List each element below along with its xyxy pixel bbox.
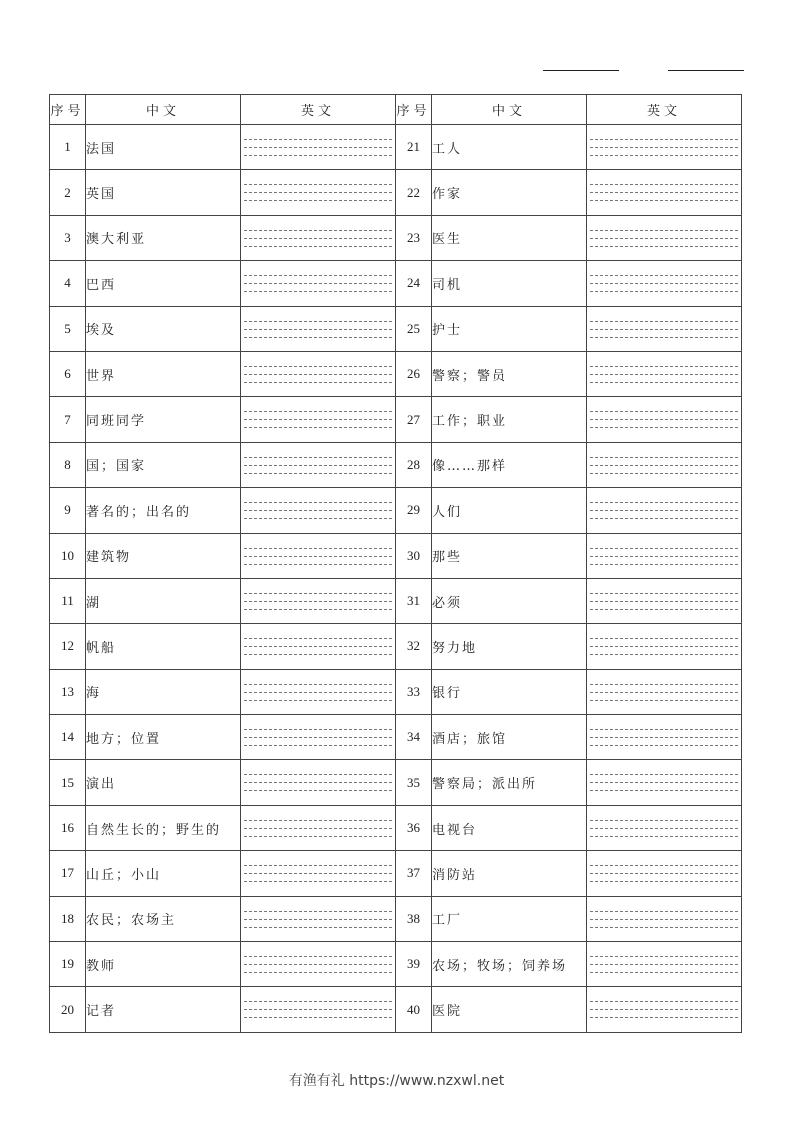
item-number: 3 bbox=[50, 215, 86, 260]
english-answer-field[interactable] bbox=[241, 170, 396, 215]
answer-guide-line bbox=[590, 972, 738, 973]
answer-guide-line bbox=[590, 1009, 738, 1010]
chinese-term: 教师 bbox=[86, 942, 241, 987]
header-english-left: 英文 bbox=[241, 95, 396, 125]
answer-guide-line bbox=[590, 465, 738, 466]
item-number: 35 bbox=[396, 760, 432, 805]
chinese-term: 作家 bbox=[432, 170, 587, 215]
answer-guide-line bbox=[590, 184, 738, 185]
answer-guide-line bbox=[244, 692, 392, 693]
answer-guide-line bbox=[590, 919, 738, 920]
table-row bbox=[50, 578, 742, 623]
english-answer-field[interactable] bbox=[587, 851, 742, 896]
answer-guide-line bbox=[590, 556, 738, 557]
answer-guide-line bbox=[590, 638, 738, 639]
answer-guide-line bbox=[244, 684, 392, 685]
table-row bbox=[50, 669, 742, 714]
item-number: 10 bbox=[50, 533, 86, 578]
chinese-term: 地方；位置 bbox=[86, 715, 241, 760]
item-number: 37 bbox=[396, 851, 432, 896]
table-row bbox=[50, 624, 742, 669]
chinese-term: 司机 bbox=[432, 261, 587, 306]
item-number: 7 bbox=[50, 397, 86, 442]
item-number: 19 bbox=[50, 942, 86, 987]
answer-guide-line bbox=[590, 246, 738, 247]
chinese-term: 人们 bbox=[432, 488, 587, 533]
chinese-term: 农场；牧场；饲养场 bbox=[432, 942, 587, 987]
answer-guide-line bbox=[244, 737, 392, 738]
table-header-row bbox=[50, 95, 742, 125]
answer-guide-line bbox=[590, 427, 738, 428]
answer-guide-line bbox=[590, 654, 738, 655]
answer-guide-line bbox=[590, 192, 738, 193]
answer-guide-line bbox=[244, 745, 392, 746]
english-answer-field[interactable] bbox=[587, 306, 742, 351]
table-row bbox=[50, 715, 742, 760]
item-number: 30 bbox=[396, 533, 432, 578]
item-number: 33 bbox=[396, 669, 432, 714]
english-answer-field[interactable] bbox=[241, 533, 396, 578]
answer-guide-line bbox=[590, 502, 738, 503]
english-answer-field[interactable] bbox=[241, 715, 396, 760]
item-number: 28 bbox=[396, 442, 432, 487]
table-row bbox=[50, 215, 742, 260]
answer-guide-line bbox=[590, 609, 738, 610]
answer-guide-line bbox=[590, 329, 738, 330]
answer-guide-line bbox=[244, 238, 392, 239]
answer-guide-line bbox=[590, 337, 738, 338]
chinese-term: 消防站 bbox=[432, 851, 587, 896]
answer-guide-line bbox=[590, 782, 738, 783]
table-row bbox=[50, 442, 742, 487]
answer-guide-line bbox=[244, 828, 392, 829]
answer-guide-line bbox=[244, 502, 392, 503]
answer-guide-line bbox=[590, 457, 738, 458]
answer-guide-line bbox=[244, 873, 392, 874]
answer-guide-line bbox=[590, 700, 738, 701]
answer-guide-line bbox=[590, 964, 738, 965]
chinese-term: 著名的；出名的 bbox=[86, 488, 241, 533]
table-row bbox=[50, 760, 742, 805]
english-answer-field[interactable] bbox=[587, 942, 742, 987]
answer-guide-line bbox=[590, 147, 738, 148]
answer-guide-line bbox=[244, 329, 392, 330]
answer-guide-line bbox=[244, 184, 392, 185]
table-row bbox=[50, 306, 742, 351]
english-answer-field[interactable] bbox=[241, 351, 396, 396]
chinese-term: 农民；农场主 bbox=[86, 896, 241, 941]
answer-guide-line bbox=[244, 911, 392, 912]
item-number: 23 bbox=[396, 215, 432, 260]
answer-guide-line bbox=[590, 510, 738, 511]
item-number: 4 bbox=[50, 261, 86, 306]
chinese-term: 世界 bbox=[86, 351, 241, 396]
answer-guide-line bbox=[244, 972, 392, 973]
answer-guide-line bbox=[244, 374, 392, 375]
answer-guide-line bbox=[590, 518, 738, 519]
item-number: 24 bbox=[396, 261, 432, 306]
answer-guide-line bbox=[244, 337, 392, 338]
answer-guide-line bbox=[244, 230, 392, 231]
english-answer-field[interactable] bbox=[587, 624, 742, 669]
chinese-term: 湖 bbox=[86, 578, 241, 623]
answer-guide-line bbox=[244, 790, 392, 791]
table-row bbox=[50, 397, 742, 442]
answer-guide-line bbox=[244, 609, 392, 610]
table-row bbox=[50, 896, 742, 941]
answer-guide-line bbox=[244, 275, 392, 276]
chinese-term: 那些 bbox=[432, 533, 587, 578]
chinese-term: 必须 bbox=[432, 578, 587, 623]
answer-guide-line bbox=[244, 964, 392, 965]
english-answer-field[interactable] bbox=[587, 715, 742, 760]
answer-guide-line bbox=[244, 820, 392, 821]
english-answer-field[interactable] bbox=[241, 942, 396, 987]
header-chinese-right: 中文 bbox=[432, 95, 587, 125]
answer-guide-line bbox=[590, 865, 738, 866]
chinese-term: 自然生长的；野生的 bbox=[86, 805, 241, 850]
english-answer-field[interactable] bbox=[587, 896, 742, 941]
answer-guide-line bbox=[590, 745, 738, 746]
vocabulary-table bbox=[49, 94, 742, 1033]
item-number: 8 bbox=[50, 442, 86, 487]
answer-guide-line bbox=[244, 200, 392, 201]
answer-guide-line bbox=[244, 283, 392, 284]
item-number: 1 bbox=[50, 125, 86, 170]
english-answer-field[interactable] bbox=[587, 215, 742, 260]
item-number: 20 bbox=[50, 987, 86, 1032]
item-number: 21 bbox=[396, 125, 432, 170]
answer-guide-line bbox=[590, 374, 738, 375]
chinese-term: 医院 bbox=[432, 987, 587, 1032]
item-number: 31 bbox=[396, 578, 432, 623]
answer-guide-line bbox=[590, 155, 738, 156]
answer-guide-line bbox=[244, 654, 392, 655]
answer-guide-line bbox=[244, 139, 392, 140]
item-number: 39 bbox=[396, 942, 432, 987]
answer-guide-line bbox=[590, 473, 738, 474]
answer-guide-line bbox=[244, 465, 392, 466]
answer-guide-line bbox=[244, 564, 392, 565]
answer-guide-line bbox=[590, 684, 738, 685]
chinese-term: 警察；警员 bbox=[432, 351, 587, 396]
answer-guide-line bbox=[590, 820, 738, 821]
name-blank-line bbox=[543, 70, 619, 71]
header-number-right: 序号 bbox=[396, 95, 432, 125]
header-english-right: 英文 bbox=[587, 95, 742, 125]
chinese-term: 埃及 bbox=[86, 306, 241, 351]
footer-watermark: 有渔有礼 https://www.nzxwl.net bbox=[288, 1073, 505, 1089]
english-answer-field[interactable] bbox=[587, 533, 742, 578]
answer-guide-line bbox=[590, 956, 738, 957]
english-answer-field[interactable] bbox=[587, 760, 742, 805]
item-number: 11 bbox=[50, 578, 86, 623]
answer-guide-line bbox=[244, 1001, 392, 1002]
chinese-term: 帆船 bbox=[86, 624, 241, 669]
answer-guide-line bbox=[590, 774, 738, 775]
score-blank-line bbox=[668, 70, 744, 71]
english-answer-field[interactable] bbox=[241, 669, 396, 714]
english-answer-field[interactable] bbox=[241, 125, 396, 170]
item-number: 27 bbox=[396, 397, 432, 442]
answer-guide-line bbox=[244, 1017, 392, 1018]
english-answer-field[interactable] bbox=[241, 805, 396, 850]
table-row bbox=[50, 851, 742, 896]
answer-guide-line bbox=[590, 291, 738, 292]
answer-guide-line bbox=[244, 1009, 392, 1010]
header-number-left: 序号 bbox=[50, 95, 86, 125]
english-answer-field[interactable] bbox=[587, 351, 742, 396]
answer-guide-line bbox=[590, 139, 738, 140]
table-row bbox=[50, 351, 742, 396]
item-number: 18 bbox=[50, 896, 86, 941]
english-answer-field[interactable] bbox=[241, 578, 396, 623]
answer-guide-line bbox=[244, 510, 392, 511]
english-answer-field[interactable] bbox=[587, 987, 742, 1032]
answer-guide-line bbox=[590, 790, 738, 791]
chinese-term: 建筑物 bbox=[86, 533, 241, 578]
item-number: 12 bbox=[50, 624, 86, 669]
answer-guide-line bbox=[244, 700, 392, 701]
answer-guide-line bbox=[590, 692, 738, 693]
answer-guide-line bbox=[590, 737, 738, 738]
english-answer-field[interactable] bbox=[241, 624, 396, 669]
chinese-term: 电视台 bbox=[432, 805, 587, 850]
answer-guide-line bbox=[590, 593, 738, 594]
chinese-term: 工人 bbox=[432, 125, 587, 170]
answer-guide-line bbox=[244, 729, 392, 730]
item-number: 15 bbox=[50, 760, 86, 805]
english-answer-field[interactable] bbox=[241, 261, 396, 306]
answer-guide-line bbox=[244, 865, 392, 866]
answer-guide-line bbox=[590, 927, 738, 928]
chinese-term: 努力地 bbox=[432, 624, 587, 669]
english-answer-field[interactable] bbox=[241, 851, 396, 896]
english-answer-field[interactable] bbox=[241, 760, 396, 805]
answer-guide-line bbox=[244, 774, 392, 775]
chinese-term: 海 bbox=[86, 669, 241, 714]
item-number: 34 bbox=[396, 715, 432, 760]
answer-guide-line bbox=[590, 828, 738, 829]
answer-guide-line bbox=[244, 192, 392, 193]
chinese-term: 法国 bbox=[86, 125, 241, 170]
item-number: 22 bbox=[396, 170, 432, 215]
table-row bbox=[50, 261, 742, 306]
answer-guide-line bbox=[590, 411, 738, 412]
answer-guide-line bbox=[590, 200, 738, 201]
answer-guide-line bbox=[244, 593, 392, 594]
table-row bbox=[50, 533, 742, 578]
answer-guide-line bbox=[244, 881, 392, 882]
answer-guide-line bbox=[244, 956, 392, 957]
answer-guide-line bbox=[590, 275, 738, 276]
answer-guide-line bbox=[590, 321, 738, 322]
english-answer-field[interactable] bbox=[241, 488, 396, 533]
answer-guide-line bbox=[590, 646, 738, 647]
answer-guide-line bbox=[590, 230, 738, 231]
chinese-term: 银行 bbox=[432, 669, 587, 714]
answer-guide-line bbox=[244, 321, 392, 322]
chinese-term: 英国 bbox=[86, 170, 241, 215]
chinese-term: 澳大利亚 bbox=[86, 215, 241, 260]
answer-guide-line bbox=[590, 1017, 738, 1018]
item-number: 38 bbox=[396, 896, 432, 941]
english-answer-field[interactable] bbox=[241, 215, 396, 260]
answer-guide-line bbox=[244, 836, 392, 837]
english-answer-field[interactable] bbox=[587, 125, 742, 170]
answer-guide-line bbox=[590, 881, 738, 882]
answer-guide-line bbox=[590, 729, 738, 730]
chinese-term: 记者 bbox=[86, 987, 241, 1032]
chinese-term: 护士 bbox=[432, 306, 587, 351]
answer-guide-line bbox=[244, 246, 392, 247]
answer-guide-line bbox=[244, 291, 392, 292]
item-number: 6 bbox=[50, 351, 86, 396]
answer-guide-line bbox=[244, 427, 392, 428]
chinese-term: 像……那样 bbox=[432, 442, 587, 487]
answer-guide-line bbox=[244, 411, 392, 412]
answer-guide-line bbox=[590, 419, 738, 420]
header-chinese-left: 中文 bbox=[86, 95, 241, 125]
english-answer-field[interactable] bbox=[587, 261, 742, 306]
answer-guide-line bbox=[244, 473, 392, 474]
english-answer-field[interactable] bbox=[241, 306, 396, 351]
answer-guide-line bbox=[244, 556, 392, 557]
english-answer-field[interactable] bbox=[587, 669, 742, 714]
item-number: 13 bbox=[50, 669, 86, 714]
item-number: 5 bbox=[50, 306, 86, 351]
english-answer-field[interactable] bbox=[241, 442, 396, 487]
chinese-term: 酒店；旅馆 bbox=[432, 715, 587, 760]
answer-guide-line bbox=[244, 782, 392, 783]
answer-guide-line bbox=[244, 382, 392, 383]
answer-guide-line bbox=[244, 155, 392, 156]
answer-guide-line bbox=[590, 382, 738, 383]
item-number: 26 bbox=[396, 351, 432, 396]
answer-guide-line bbox=[244, 638, 392, 639]
answer-guide-line bbox=[244, 366, 392, 367]
table-row bbox=[50, 942, 742, 987]
answer-guide-line bbox=[244, 927, 392, 928]
table-row bbox=[50, 488, 742, 533]
english-answer-field[interactable] bbox=[241, 896, 396, 941]
chinese-term: 同班同学 bbox=[86, 397, 241, 442]
chinese-term: 工作；职业 bbox=[432, 397, 587, 442]
chinese-term: 山丘；小山 bbox=[86, 851, 241, 896]
table-row bbox=[50, 125, 742, 170]
item-number: 2 bbox=[50, 170, 86, 215]
english-answer-field[interactable] bbox=[587, 442, 742, 487]
chinese-term: 演出 bbox=[86, 760, 241, 805]
answer-guide-line bbox=[590, 911, 738, 912]
chinese-term: 工厂 bbox=[432, 896, 587, 941]
item-number: 25 bbox=[396, 306, 432, 351]
answer-guide-line bbox=[590, 238, 738, 239]
item-number: 29 bbox=[396, 488, 432, 533]
answer-guide-line bbox=[244, 919, 392, 920]
item-number: 14 bbox=[50, 715, 86, 760]
answer-guide-line bbox=[590, 836, 738, 837]
english-answer-field[interactable] bbox=[241, 397, 396, 442]
chinese-term: 巴西 bbox=[86, 261, 241, 306]
english-answer-field[interactable] bbox=[587, 578, 742, 623]
english-answer-field[interactable] bbox=[587, 170, 742, 215]
item-number: 9 bbox=[50, 488, 86, 533]
answer-guide-line bbox=[590, 366, 738, 367]
item-number: 36 bbox=[396, 805, 432, 850]
table-row bbox=[50, 987, 742, 1032]
english-answer-field[interactable] bbox=[587, 397, 742, 442]
chinese-term: 警察局；派出所 bbox=[432, 760, 587, 805]
chinese-term: 医生 bbox=[432, 215, 587, 260]
answer-guide-line bbox=[590, 1001, 738, 1002]
item-number: 32 bbox=[396, 624, 432, 669]
answer-guide-line bbox=[590, 873, 738, 874]
answer-guide-line bbox=[244, 419, 392, 420]
item-number: 17 bbox=[50, 851, 86, 896]
answer-guide-line bbox=[244, 548, 392, 549]
answer-guide-line bbox=[244, 518, 392, 519]
table-row bbox=[50, 805, 742, 850]
answer-guide-line bbox=[590, 548, 738, 549]
item-number: 40 bbox=[396, 987, 432, 1032]
english-answer-field[interactable] bbox=[587, 805, 742, 850]
chinese-term: 国；国家 bbox=[86, 442, 241, 487]
answer-guide-line bbox=[244, 646, 392, 647]
table-row bbox=[50, 170, 742, 215]
item-number: 16 bbox=[50, 805, 86, 850]
english-answer-field[interactable] bbox=[587, 488, 742, 533]
answer-guide-line bbox=[590, 283, 738, 284]
english-answer-field[interactable] bbox=[241, 987, 396, 1032]
answer-guide-line bbox=[244, 601, 392, 602]
answer-guide-line bbox=[590, 564, 738, 565]
answer-guide-line bbox=[244, 457, 392, 458]
answer-guide-line bbox=[590, 601, 738, 602]
answer-guide-line bbox=[244, 147, 392, 148]
